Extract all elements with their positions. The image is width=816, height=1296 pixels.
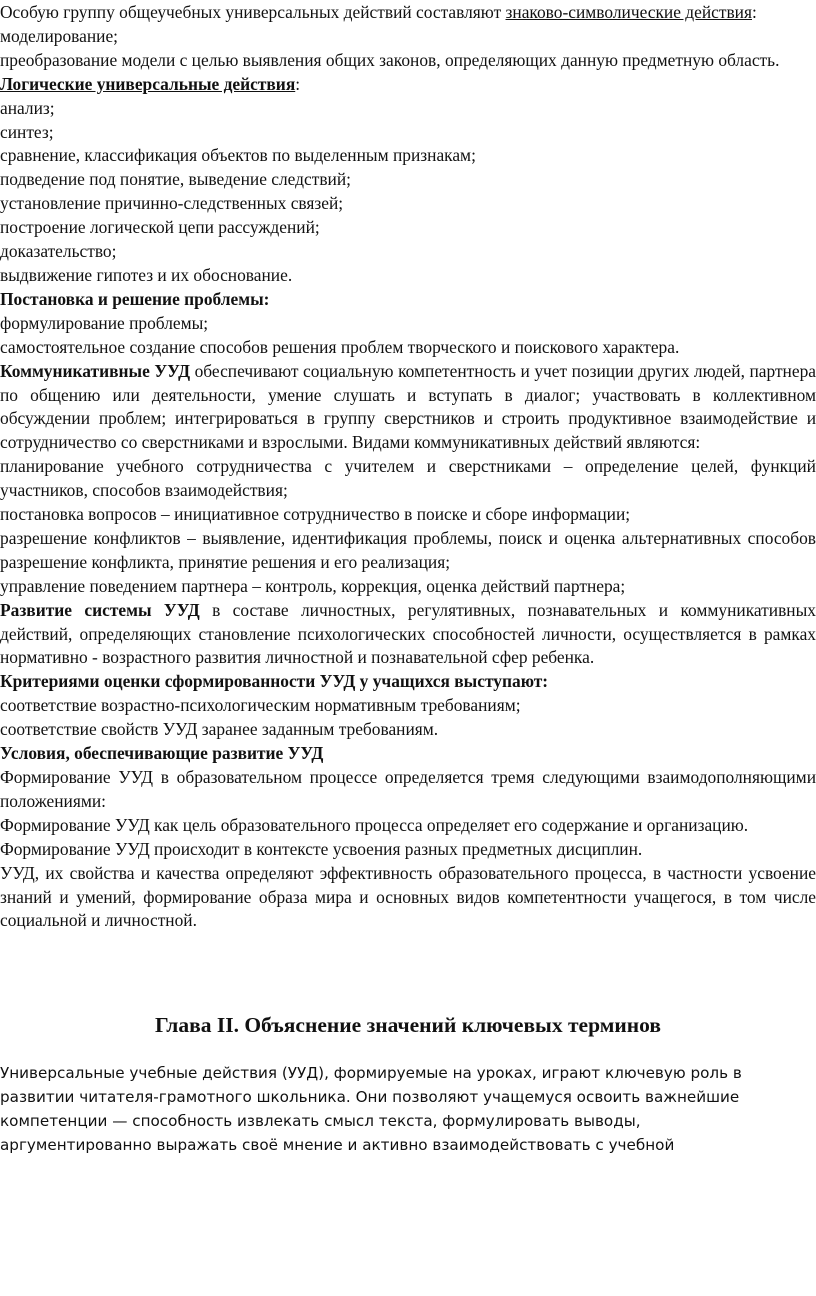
list-item: управление поведением партнера – контроль, коррекция, оценка действий партнера; bbox=[0, 575, 626, 596]
list-item: установление причинно-следственных связей; bbox=[0, 193, 344, 214]
communicative-term: Коммуникативные УУД bbox=[0, 360, 191, 381]
list-item: соответствие свойств УУД заранее заданным требованиям. bbox=[0, 719, 439, 740]
development-paragraph bbox=[0, 599, 816, 671]
conditions-paragraph: УУД, их свойства и качества определяют эффективность образовательного процесса, в частности усвоение знаний и умений, формирование образа мира и основных видов компетентности учащегося, в том числе социальной и личностной. bbox=[0, 862, 816, 931]
list-item: постановка вопросов – инициативное сотрудничество в поиске и сборе информации; bbox=[0, 504, 631, 525]
development-term: Развитие системы УУД bbox=[0, 599, 200, 620]
chapter-intro bbox=[0, 1061, 816, 1157]
chapter-line: развитии читателя-грамотного школьника. Они позволяют учащемуся освоить важнейшие bbox=[0, 1088, 740, 1107]
list-item: подведение под понятие, выведение следствий; bbox=[0, 169, 351, 190]
list-item: формулирование проблемы; bbox=[0, 312, 209, 333]
list-item: синтез; bbox=[0, 121, 54, 142]
development-text: в составе личностных, регулятивных, познавательных и коммуникативных действий, определяющих становление психологических способностей личности, осуществляется в рамках нормативно - возрастного развития личностной и познавательной сфер ребенка. bbox=[0, 599, 816, 668]
conditions-paragraph: Формирование УУД происходит в контексте усвоения разных предметных дисциплин. bbox=[0, 838, 643, 859]
list-item: построение логической цепи рассуждений; bbox=[0, 217, 320, 238]
chapter-line: компетенции — способность извлекать смысл текста, формулировать выводы, bbox=[0, 1112, 641, 1131]
intro-text: Особую группу общеучебных универсальных действий составляют bbox=[0, 2, 506, 22]
chapter-line: Универсальные учебные действия (УУД), формируемые на уроках, играют ключевую роль в bbox=[0, 1064, 742, 1083]
communicative-text: обеспечивают социальную компетентность и учет позиции других людей, партнера по общению или деятельности, умение слушать и вступать в диалог; участвовать в коллективном обсуждении проблем; интегрироваться в группу сверстников и строить продуктивное взаимодействие и сотрудничество со сверстниками и взрослыми. Видами коммуникативных действий являются: bbox=[0, 360, 816, 453]
criteria-heading: Критериями оценки сформированности УУД у учащихся выступают: bbox=[0, 671, 549, 692]
sign-actions-intro bbox=[0, 1, 816, 25]
list-item: сравнение, классификация объектов по выделенным признакам; bbox=[0, 145, 476, 166]
logic-heading-line bbox=[0, 73, 816, 97]
list-item: анализ; bbox=[0, 97, 55, 118]
list-item: разрешение конфликтов – выявление, идентификация проблемы, поиск и оценка альтернативных способов разрешение конфликта, принятие решения и его реализация; bbox=[0, 527, 816, 572]
list-item: самостоятельное создание способов решения проблем творческого и поискового характера. bbox=[0, 336, 680, 357]
problem-heading: Постановка и решение проблемы: bbox=[0, 288, 270, 309]
conditions-paragraph: Формирование УУД как цель образовательного процесса определяет его содержание и организацию. bbox=[0, 814, 749, 835]
list-item: преобразование модели с целью выявления общих законов, определяющих данную предметную область. bbox=[0, 49, 780, 70]
chapter-title: Глава II. Объяснение значений ключевых терминов bbox=[155, 1013, 661, 1038]
logic-heading-colon: : bbox=[295, 73, 301, 94]
list-item: планирование учебного сотрудничества с учителем и сверстниками – определение целей, функций участников, способов взаимодействия; bbox=[0, 456, 816, 501]
chapter-line: аргументированно выражать своё мнение и активно взаимодействовать с учебной bbox=[0, 1136, 675, 1155]
list-item: выдвижение гипотез и их обоснование. bbox=[0, 264, 293, 285]
logic-heading: Логические универсальные действия bbox=[0, 73, 296, 94]
list-item: соответствие возрастно-психологическим нормативным требованиям; bbox=[0, 695, 521, 716]
list-item: доказательство; bbox=[0, 241, 117, 262]
conditions-paragraph: Формирование УУД в образовательном процессе определяется тремя следующими взаимодополняющими положениями: bbox=[0, 767, 816, 811]
communicative-paragraph bbox=[0, 360, 816, 456]
conditions-heading: Условия, обеспечивающие развитие УУД bbox=[0, 743, 324, 764]
list-item: моделирование; bbox=[0, 25, 119, 46]
intro-colon: : bbox=[752, 2, 757, 22]
sign-actions-term: знаково-символические действия bbox=[505, 2, 752, 22]
